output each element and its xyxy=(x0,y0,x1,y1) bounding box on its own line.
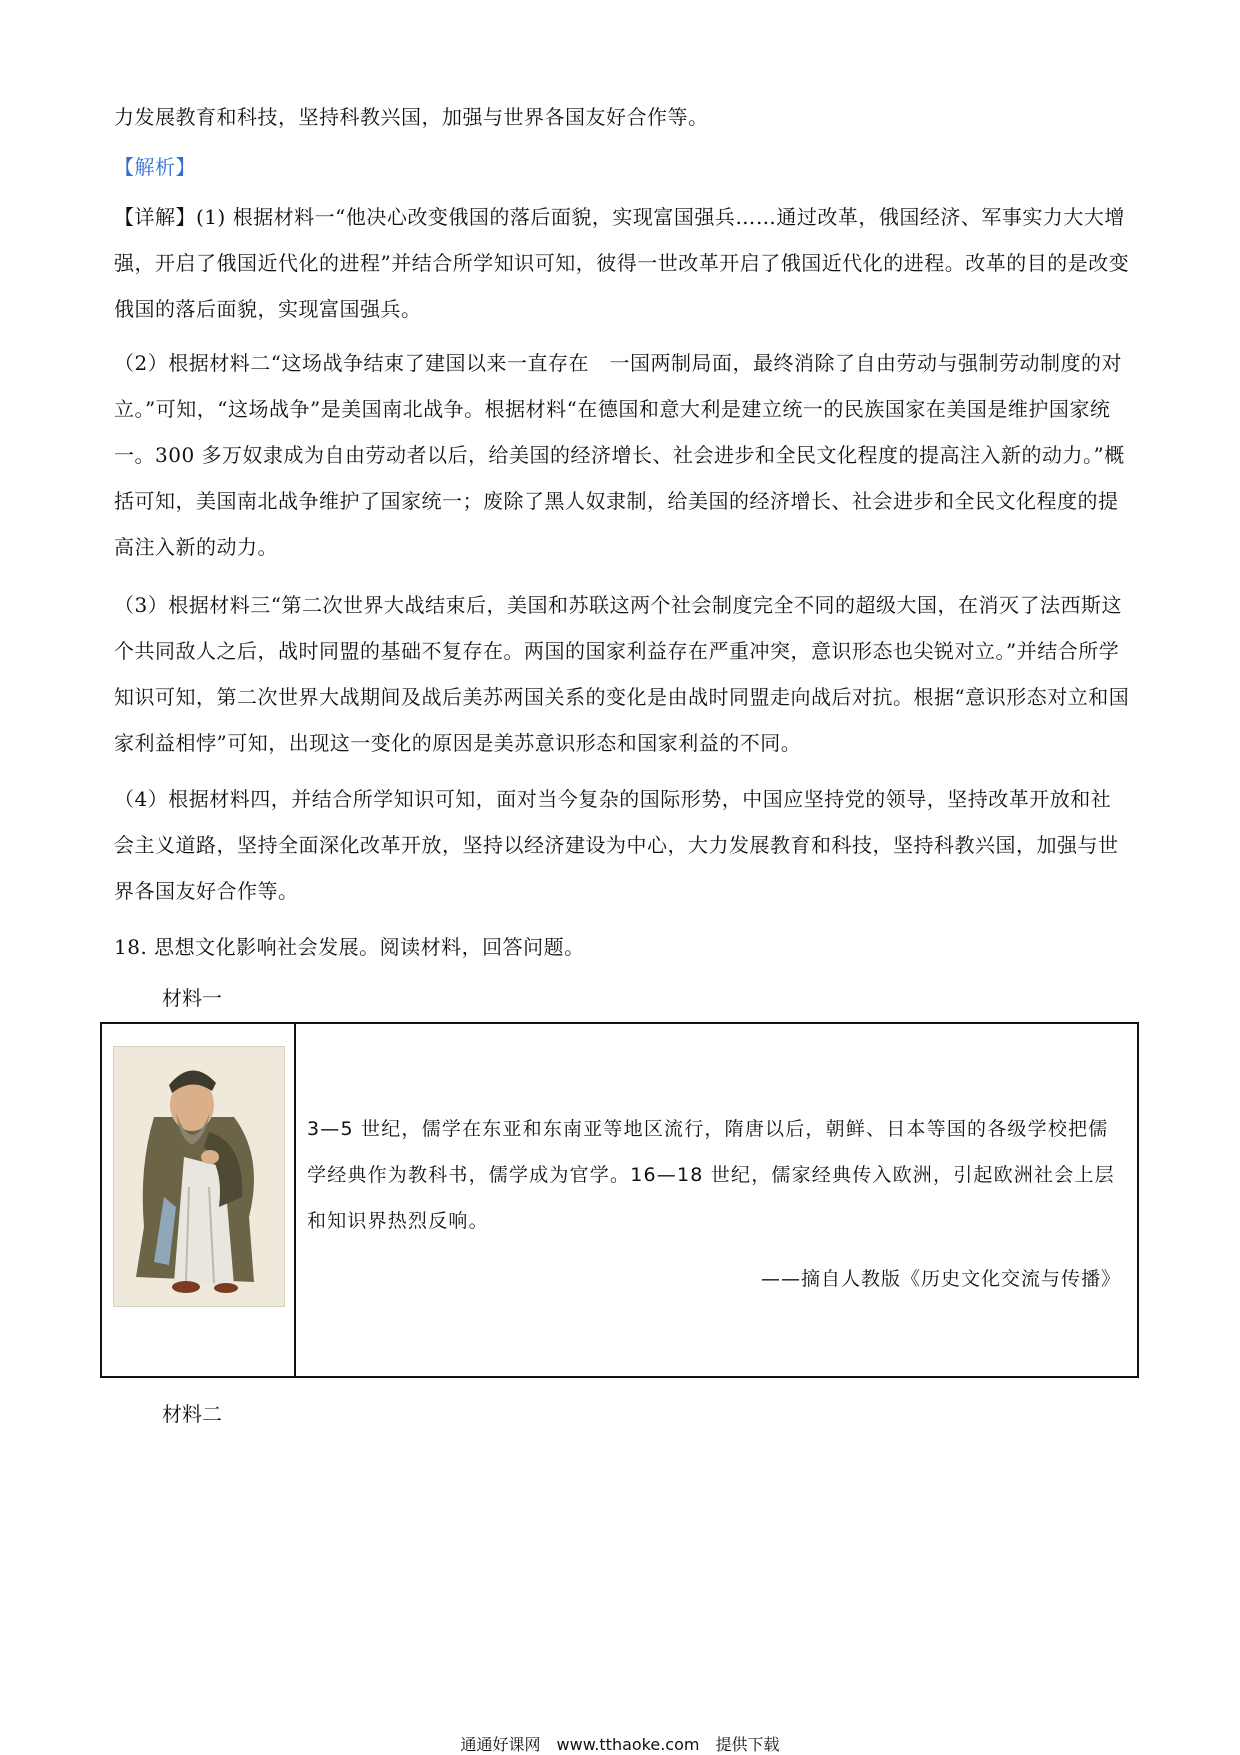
detail-paragraph-1 xyxy=(114,194,1130,332)
page-footer: 通通好课网 www.tthaoke.com 提供下载 xyxy=(460,1735,780,1754)
question-18: 18. 思想文化影响社会发展。阅读材料，回答问题。 xyxy=(114,935,585,959)
confucius-portrait-image xyxy=(113,1046,285,1307)
detail-paragraph-2: （2）根据材料二“这场战争结束了建国以来一直存在 一国两制局面，最终消除了自由劳动与强制劳动制度的对立。”可知，“这场战争”是美国南北战争。根据材料“在德国和意大利是建立统一的民族国家在美国是维护国家统一。300 多万奴隶成为自由劳动者以后，给美国的经济增长、社会进步和全民文化程度的提高注入新的动力。”概括可知，美国南北战争维护了国家统一；废除了黑人奴隶制，给美国的经济增长、社会进步和全民文化程度的提高注入新的动力。 xyxy=(114,351,1125,559)
confucius-portrait-illustration xyxy=(114,1047,284,1306)
detail-label: 【详解】 xyxy=(114,205,196,229)
analysis-heading: 【解析】 xyxy=(114,155,196,179)
material-1-label: 材料一 xyxy=(162,986,222,1010)
continuation-text: 力发展教育和科技，坚持科教兴国，加强与世界各国友好合作等。 xyxy=(114,105,709,129)
material-1-box xyxy=(100,1022,1139,1378)
detail-paragraph-4: （4）根据材料四，并结合所学知识可知，面对当今复杂的国际形势，中国应坚持党的领导，坚持改革开放和社会主义道路，坚持全面深化改革开放，坚持以经济建设为中心，大力发展教育和科技，坚持科教兴国，加强与世界各国友好合作等。 xyxy=(114,787,1119,903)
material-1-source: ——摘自人教版《历史文化交流与传播》 xyxy=(760,1268,1121,1290)
material-2-label: 材料二 xyxy=(162,1402,222,1426)
detail-paragraph-3: （3）根据材料三“第二次世界大战结束后，美国和苏联这两个社会制度完全不同的超级大国，在消灭了法西斯这个共同敌人之后，战时同盟的基础不复存在。两国的国家利益存在严重冲突，意识形态也尖锐对立。”并结合所学知识可知，第二次世界大战期间及战后美苏两国关系的变化是由战时同盟走向战后对抗。根据“意识形态对立和国家利益相悖”可知，出现这一变化的原因是美苏意识形态和国家利益的不同。 xyxy=(114,593,1130,755)
material-1-text: 3—5 世纪，儒学在东亚和东南亚等地区流行，隋唐以后，朝鲜、日本等国的各级学校把儒学经典作为教科书，儒学成为官学。16—18 世纪，儒家经典传入欧洲，引起欧洲社会上层和知识界热烈反响。 xyxy=(307,1118,1115,1232)
material-1-divider xyxy=(294,1024,296,1376)
detail-p1-text: (1) 根据材料一“他决心改变俄国的落后面貌，实现富国强兵……通过改革，俄国经济、军事实力大大增强，开启了俄国近代化的进程”并结合所学知识可知，彼得一世改革开启了俄国近代化的进程。改革的目的是改变俄国的落后面貌，实现富国强兵。 xyxy=(114,205,1130,321)
